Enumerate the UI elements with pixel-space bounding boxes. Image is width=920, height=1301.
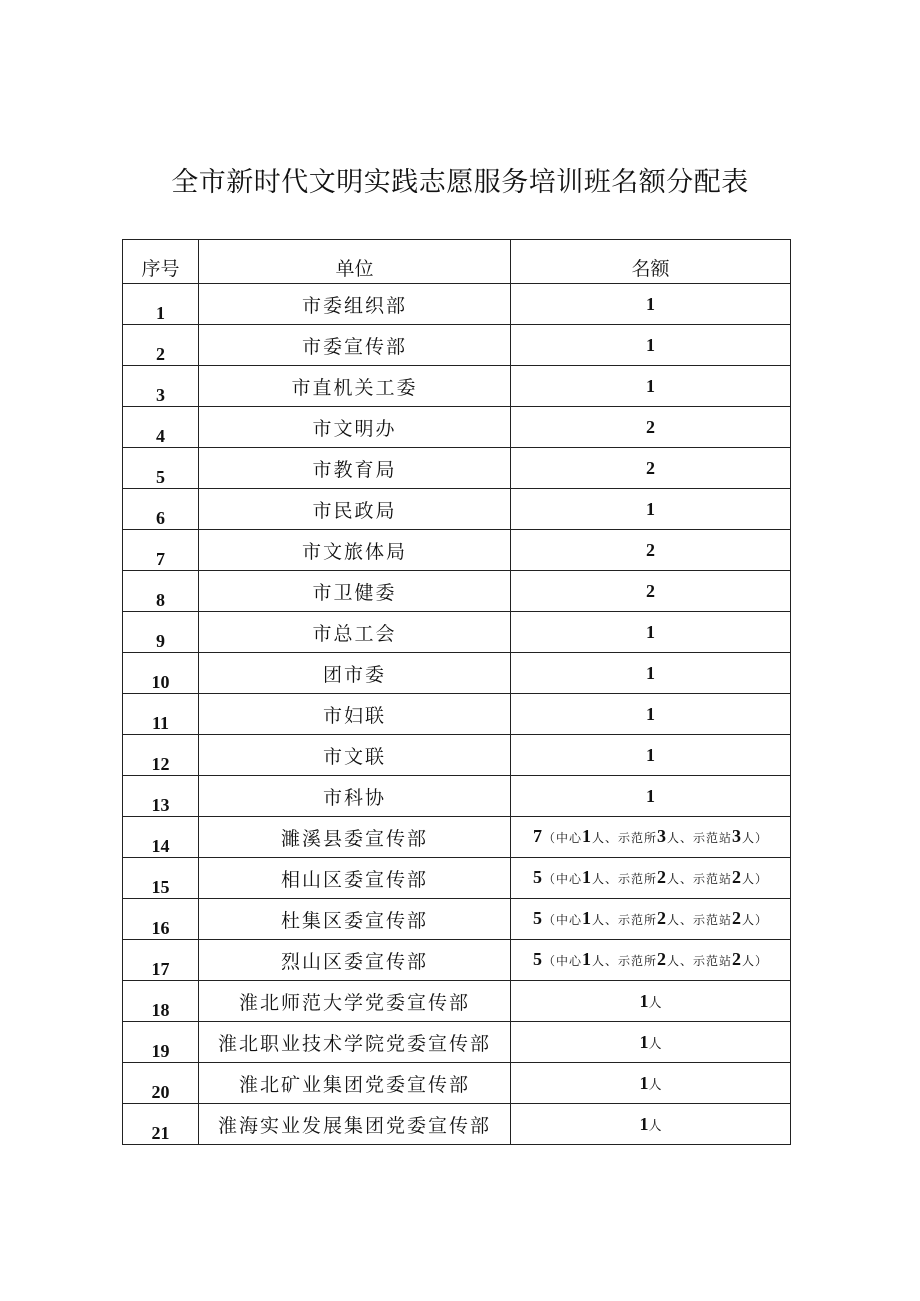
page-title: 全市新时代文明实践志愿服务培训班名额分配表 (171, 167, 749, 198)
quota-number: 1 (646, 621, 655, 642)
table-header-row (123, 240, 791, 284)
row-quota (511, 1022, 791, 1063)
table-row (123, 366, 791, 407)
row-quota (511, 694, 791, 735)
row-unit: 市直机关工委 (199, 366, 511, 407)
quota-detail (511, 949, 790, 969)
quota-detail-part: 1 (581, 908, 592, 928)
table-row (123, 1022, 791, 1063)
quota-detail-part: 2 (657, 908, 667, 928)
quota-number: 1 (646, 744, 655, 765)
quota-number: 2 (646, 539, 655, 560)
table-row (123, 530, 791, 571)
row-unit: 市文联 (199, 735, 511, 776)
quota-detail (511, 826, 790, 846)
row-number: 1 (123, 284, 199, 325)
quota-detail-part: 2 (732, 867, 743, 887)
row-unit: 淮北矿业集团党委宣传部 (199, 1063, 511, 1104)
quota-detail-part: 2 (732, 949, 743, 969)
quota-detail-part: 人、示范所 (591, 954, 657, 968)
row-unit: 市委组织部 (199, 284, 511, 325)
quota-detail-part: 人、示范站 (667, 831, 733, 845)
row-quota (511, 612, 791, 653)
quota-detail-part: 1 (581, 867, 592, 887)
quota-detail-part: 人） (742, 954, 769, 968)
row-number: 16 (123, 899, 199, 940)
table-row (123, 1063, 791, 1104)
row-quota (511, 981, 791, 1022)
row-number: 18 (123, 981, 199, 1022)
row-quota (511, 489, 791, 530)
quota-number: 1 (646, 703, 655, 724)
table-row (123, 284, 791, 325)
table-row (123, 571, 791, 612)
row-quota (511, 776, 791, 817)
row-number: 3 (123, 366, 199, 407)
quota-unit-suffix: 人 (648, 1036, 662, 1052)
quota-detail-part: 人、示范站 (667, 872, 733, 886)
row-number: 4 (123, 407, 199, 448)
table-row (123, 817, 791, 858)
row-number: 10 (123, 653, 199, 694)
quota-unit-suffix: 人 (648, 1118, 662, 1134)
row-unit: 市民政局 (199, 489, 511, 530)
quota-number: 2 (646, 580, 655, 601)
quota-detail-part: 人、示范所 (591, 872, 657, 886)
row-number: 15 (123, 858, 199, 899)
row-quota (511, 940, 791, 981)
row-unit: 市教育局 (199, 448, 511, 489)
quota-detail-part: 1 (581, 949, 592, 969)
row-quota (511, 858, 791, 899)
quota-detail (511, 867, 790, 887)
quota-number: 5 (532, 949, 543, 969)
row-unit: 濉溪县委宣传部 (199, 817, 511, 858)
quota-number: 1 (646, 334, 655, 355)
row-quota (511, 448, 791, 489)
quota-number: 5 (532, 867, 543, 887)
quota-number: 1 (646, 662, 655, 683)
quota-detail-part: （中心 (542, 831, 582, 845)
header-no: 序号 (123, 240, 199, 284)
row-number: 8 (123, 571, 199, 612)
quota-number: 1 (639, 1031, 649, 1052)
quota-number: 1 (646, 375, 655, 396)
quota-detail-part: 2 (657, 949, 667, 969)
quota-number: 5 (532, 908, 543, 928)
row-number: 6 (123, 489, 199, 530)
quota-number: 2 (646, 416, 655, 437)
row-number: 12 (123, 735, 199, 776)
quota-detail-part: 人、示范所 (591, 913, 657, 927)
table-row (123, 858, 791, 899)
table-row (123, 940, 791, 981)
row-quota (511, 325, 791, 366)
quota-number: 1 (639, 1113, 649, 1134)
table-row (123, 612, 791, 653)
header-unit: 单位 (199, 240, 511, 284)
header-quota: 名额 (511, 240, 791, 284)
row-unit: 市文旅体局 (199, 530, 511, 571)
row-quota (511, 899, 791, 940)
quota-unit-suffix: 人 (648, 1077, 662, 1093)
quota-unit-suffix: 人 (648, 995, 662, 1011)
row-unit: 团市委 (199, 653, 511, 694)
row-number: 7 (123, 530, 199, 571)
table-row (123, 899, 791, 940)
row-quota (511, 284, 791, 325)
row-number: 2 (123, 325, 199, 366)
table-row (123, 653, 791, 694)
quota-detail (511, 908, 790, 928)
quota-detail-part: 人） (742, 831, 769, 845)
row-quota (511, 817, 791, 858)
quota-detail-part: （中心 (542, 872, 582, 886)
quota-number: 1 (646, 293, 655, 314)
row-number: 19 (123, 1022, 199, 1063)
quota-detail-part: 人、示范所 (591, 831, 657, 845)
quota-detail-part: 人、示范站 (667, 913, 733, 927)
row-unit: 淮北师范大学党委宣传部 (199, 981, 511, 1022)
quota-detail-part: （中心 (542, 913, 582, 927)
table-row (123, 325, 791, 366)
row-unit: 淮北职业技术学院党委宣传部 (199, 1022, 511, 1063)
row-unit: 市委宣传部 (199, 325, 511, 366)
quota-detail-part: 人、示范站 (667, 954, 733, 968)
table-row (123, 448, 791, 489)
row-quota (511, 735, 791, 776)
row-number: 13 (123, 776, 199, 817)
table-row (123, 981, 791, 1022)
row-number: 14 (123, 817, 199, 858)
quota-detail-part: 2 (657, 867, 667, 887)
row-quota (511, 407, 791, 448)
row-unit: 相山区委宣传部 (199, 858, 511, 899)
quota-detail-part: 3 (657, 826, 667, 846)
table-row (123, 489, 791, 530)
table-row (123, 776, 791, 817)
row-number: 9 (123, 612, 199, 653)
quota-number: 2 (646, 457, 655, 478)
table-row (123, 694, 791, 735)
row-number: 5 (123, 448, 199, 489)
quota-table (122, 239, 791, 1145)
row-unit: 市科协 (199, 776, 511, 817)
row-quota (511, 366, 791, 407)
table-row (123, 1104, 791, 1145)
row-unit: 市妇联 (199, 694, 511, 735)
row-quota (511, 571, 791, 612)
row-unit: 杜集区委宣传部 (199, 899, 511, 940)
row-number: 17 (123, 940, 199, 981)
quota-number: 7 (532, 826, 543, 846)
row-unit: 市总工会 (199, 612, 511, 653)
row-number: 11 (123, 694, 199, 735)
row-unit: 淮海实业发展集团党委宣传部 (199, 1104, 511, 1145)
table-row (123, 407, 791, 448)
quota-number: 1 (646, 498, 655, 519)
row-number: 21 (123, 1104, 199, 1145)
row-quota (511, 530, 791, 571)
row-unit: 烈山区委宣传部 (199, 940, 511, 981)
quota-detail-part: 1 (581, 826, 592, 846)
row-unit: 市卫健委 (199, 571, 511, 612)
table-body (123, 284, 791, 1145)
table-row (123, 735, 791, 776)
row-quota (511, 1104, 791, 1145)
row-number: 20 (123, 1063, 199, 1104)
row-quota (511, 1063, 791, 1104)
quota-detail-part: 3 (732, 826, 743, 846)
quota-detail-part: 2 (732, 908, 743, 928)
quota-detail-part: 人） (742, 913, 769, 927)
quota-detail-part: （中心 (542, 954, 582, 968)
row-unit: 市文明办 (199, 407, 511, 448)
row-quota (511, 653, 791, 694)
quota-number: 1 (646, 785, 655, 806)
quota-number: 1 (639, 990, 649, 1011)
quota-detail-part: 人） (742, 872, 769, 886)
quota-number: 1 (639, 1072, 649, 1093)
